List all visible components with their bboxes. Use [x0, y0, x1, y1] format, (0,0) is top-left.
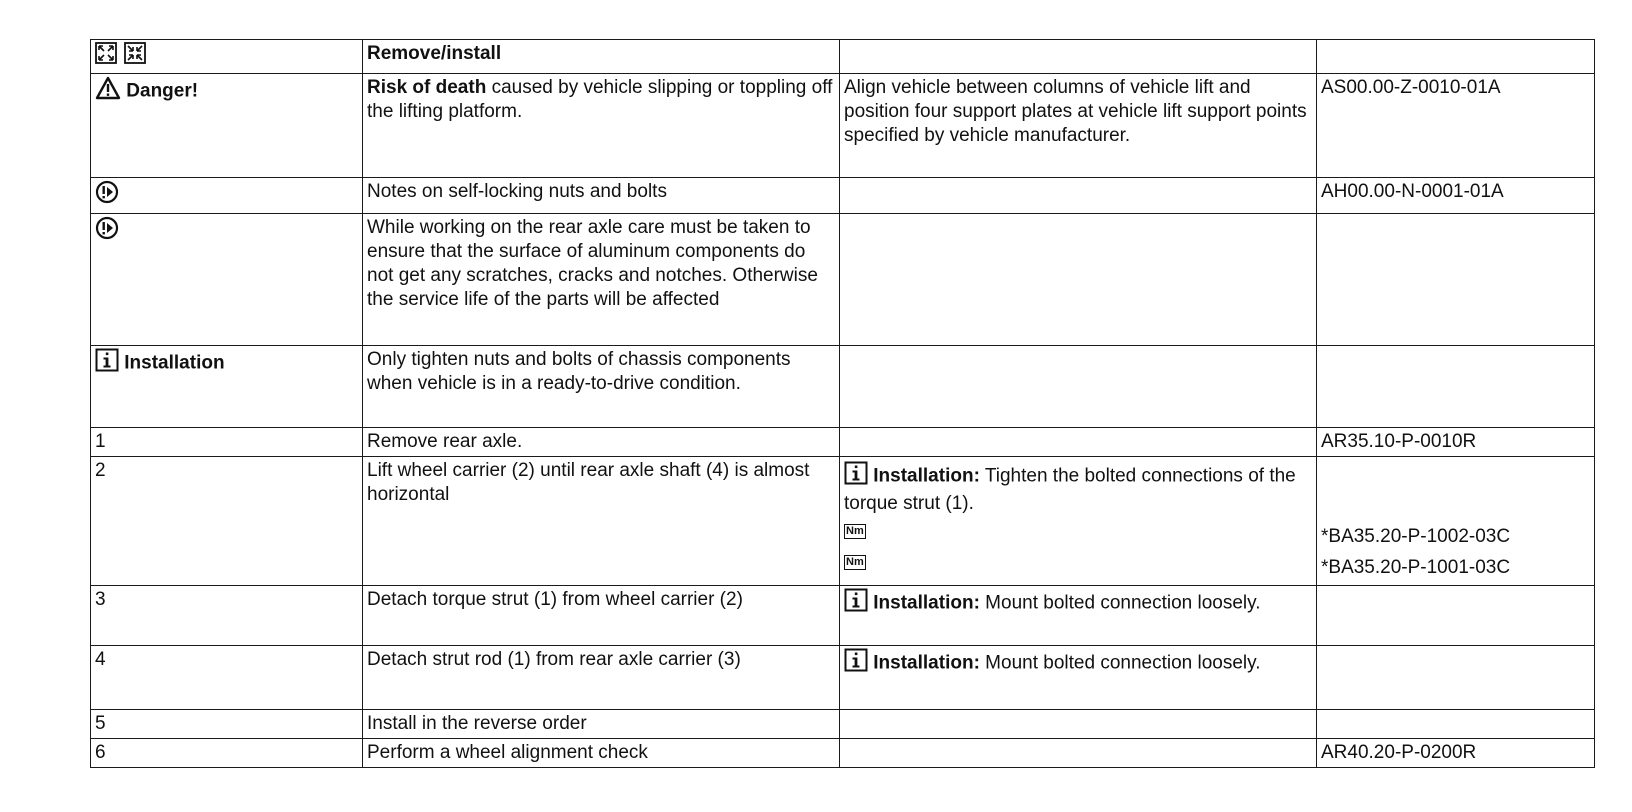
installation-text: Only tighten nuts and bolts of chassis components when vehicle is in a ready-to-drive condition.	[363, 346, 840, 428]
procedure-table	[90, 39, 1595, 768]
risk-text: caused by vehicle slipping or toppling off the lifting platform.	[367, 77, 833, 122]
note-text: Notes on self-locking nuts and bolts	[363, 178, 840, 214]
note-bold: Installation:	[873, 592, 980, 614]
torque-ref: *BA35.20-P-1001-03C	[1321, 557, 1511, 578]
step-row	[91, 457, 1595, 586]
info-icon	[844, 648, 868, 679]
step-note-cell	[840, 457, 1317, 586]
step-note-cell	[840, 646, 1317, 710]
note-row	[91, 214, 1595, 346]
note-text: While working on the rear axle care must be taken to ensure that the surface of aluminum components do not get any scratches, cracks and notches. Otherwise the service life of the parts will be affected	[363, 214, 840, 346]
note-text: Tighten the bolted connections of the torque strut (1).	[844, 465, 1296, 514]
header-row	[91, 40, 1595, 74]
danger-risk-cell	[363, 74, 840, 178]
step-text: Install in the reverse order	[363, 710, 840, 739]
step-row	[91, 710, 1595, 739]
install-icon	[124, 42, 146, 71]
torque-nm-icon: Nm	[846, 556, 864, 569]
info-icon	[844, 461, 868, 492]
installation-label: Installation	[124, 352, 225, 374]
step-note-cell	[840, 586, 1317, 646]
step-number: 4	[91, 646, 363, 710]
info-icon	[844, 588, 868, 619]
note-text: Mount bolted connection loosely.	[979, 592, 1261, 614]
step-ref: AR40.20-P-0200R	[1317, 739, 1595, 768]
step-text: Detach strut rod (1) from rear axle carrier (3)	[363, 646, 840, 710]
info-icon	[95, 348, 119, 379]
note-bold: Installation:	[873, 652, 980, 674]
step-number: 2	[91, 457, 363, 586]
note-row	[91, 178, 1595, 214]
step-ref-cell	[1317, 457, 1595, 586]
torque-ref: *BA35.20-P-1002-03C	[1321, 526, 1511, 547]
step-number: 5	[91, 710, 363, 739]
step-number: 6	[91, 739, 363, 768]
header-title: Remove/install	[363, 40, 840, 74]
danger-action: Align vehicle between columns of vehicle lift and position four support plates at vehicle lift support points specified by vehicle manufacturer.	[840, 74, 1317, 178]
risk-bold: Risk of death	[367, 77, 487, 98]
danger-label-cell	[91, 74, 363, 178]
note-bold: Installation:	[873, 465, 980, 487]
step-number: 1	[91, 428, 363, 457]
step-row	[91, 646, 1595, 710]
torque-nm-icon: Nm	[846, 525, 864, 538]
warning-triangle-icon	[95, 76, 121, 107]
danger-label: Danger!	[126, 80, 199, 102]
step-row	[91, 428, 1595, 457]
danger-ref: AS00.00-Z-0010-01A	[1317, 74, 1595, 178]
remove-icon	[95, 42, 117, 71]
step-ref: AR35.10-P-0010R	[1317, 428, 1595, 457]
step-text: Remove rear axle.	[363, 428, 840, 457]
step-row	[91, 739, 1595, 768]
note-icon	[95, 216, 119, 247]
step-text: Lift wheel carrier (2) until rear axle shaft (4) is almost horizontal	[363, 457, 840, 586]
installation-row	[91, 346, 1595, 428]
note-ref: AH00.00-N-0001-01A	[1317, 178, 1595, 214]
note-icon	[95, 180, 119, 211]
step-text: Perform a wheel alignment check	[363, 739, 840, 768]
header-icons-cell	[91, 40, 363, 74]
note-text: Mount bolted connection loosely.	[979, 652, 1261, 674]
step-row	[91, 586, 1595, 646]
step-text: Detach torque strut (1) from wheel carrier (2)	[363, 586, 840, 646]
step-number: 3	[91, 586, 363, 646]
danger-row	[91, 74, 1595, 178]
